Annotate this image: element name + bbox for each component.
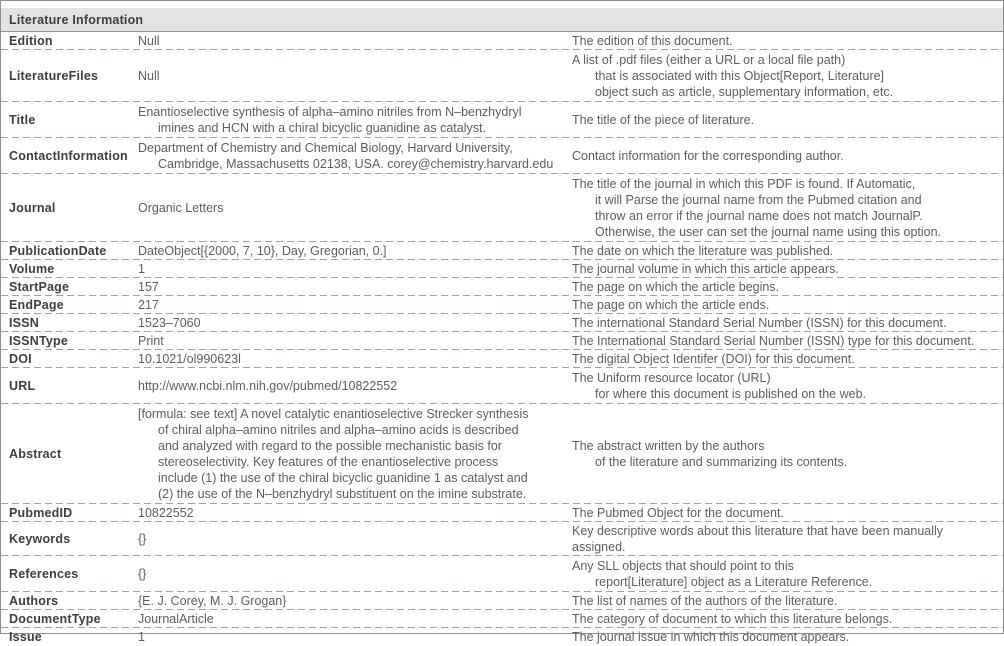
field-name: LiteratureFiles (9, 69, 99, 83)
field-description (572, 593, 999, 609)
field-value-line: 157 (138, 280, 159, 294)
field-name: Keywords (9, 532, 71, 546)
field-description (572, 351, 999, 367)
table-row (1, 368, 1003, 404)
field-value-line: of chiral alpha–amino nitriles and alpha–amino acids is described (158, 423, 519, 437)
table-row (1, 628, 1003, 646)
field-description-line: The title of the piece of literature. (572, 113, 755, 127)
field-description (572, 243, 999, 259)
field-name: Journal (9, 201, 56, 215)
field-value-line: 1 (138, 630, 145, 644)
literature-table-body (1, 32, 1003, 646)
field-description (572, 523, 999, 555)
field-value (138, 505, 572, 521)
field-description-line: Otherwise, the user can set the journal name using this option. (595, 225, 942, 239)
field-value-line: 1523–7060 (138, 316, 201, 330)
field-description (572, 333, 999, 349)
table-row (1, 592, 1003, 610)
field-description-line: The list of names of the authors of the literature. (572, 594, 838, 608)
field-value-line: include (1) the use of the chiral bicyclic guanidine 1 as catalyst and (158, 471, 528, 485)
field-value-line: [formula: see text] A novel catalytic enantioselective Strecker synthesis (138, 407, 529, 421)
field-description (572, 261, 999, 277)
table-row (1, 174, 1003, 242)
field-value-line: stereoselectivity. Key features of the enantioselective process (158, 455, 499, 469)
field-name: PubmedID (9, 506, 73, 520)
field-description (572, 558, 999, 590)
field-name: DOI (9, 352, 32, 366)
top-spacer (1, 1, 1003, 8)
field-description-line: The international Standard Serial Number (ISSN) for this document. (572, 316, 947, 330)
field-value-line: (2) the use of the N–benzhydryl substituent on the imine substrate. (158, 487, 527, 501)
field-value (138, 68, 572, 84)
table-row (1, 404, 1003, 504)
field-value (138, 378, 572, 394)
field-description-line: The page on which the article begins. (572, 280, 780, 294)
field-description-line: The edition of this document. (572, 34, 733, 48)
field-description (572, 505, 999, 521)
field-description (572, 33, 999, 49)
field-name: Abstract (9, 447, 62, 461)
table-row (1, 102, 1003, 138)
field-value-line: and analyzed with regard to the possible mechanistic basis for (158, 439, 502, 453)
panel-header (1, 8, 1003, 32)
field-value (138, 351, 572, 367)
field-value-line: 10.1021/ol990623l (138, 352, 241, 366)
table-row (1, 556, 1003, 592)
field-description-line: The International Standard Serial Number (ISSN) type for this document. (572, 334, 975, 348)
field-value (138, 566, 572, 582)
field-description-line: throw an error if the journal name does not match JournalP. (595, 209, 923, 223)
field-description (572, 315, 999, 331)
field-description-line: The abstract written by the authors (572, 439, 765, 453)
table-row (1, 522, 1003, 556)
table-row (1, 314, 1003, 332)
table-row (1, 332, 1003, 350)
table-row (1, 350, 1003, 368)
field-value (138, 593, 572, 609)
field-value-line: Null (138, 69, 160, 83)
table-row (1, 610, 1003, 628)
field-value-line: {E. J. Corey, M. J. Grogan} (138, 594, 287, 608)
table-row (1, 32, 1003, 50)
field-value (138, 611, 572, 627)
table-row (1, 50, 1003, 102)
field-value-line: imines and HCN with a chiral bicyclic guanidine as catalyst. (158, 121, 486, 135)
field-value-line: {} (138, 567, 147, 581)
field-value (138, 406, 572, 502)
field-description-line: The journal issue in which this document appears. (572, 630, 850, 644)
field-value (138, 531, 572, 547)
field-name: EndPage (9, 298, 64, 312)
field-value (138, 297, 572, 313)
field-value-line: 10822552 (138, 506, 194, 520)
field-value-line: {} (138, 532, 147, 546)
table-row (1, 242, 1003, 260)
field-value (138, 200, 572, 216)
field-value (138, 629, 572, 645)
field-value-line: Enantioselective synthesis of alpha–amino nitriles from N–benzhydryl (138, 105, 522, 119)
table-row (1, 504, 1003, 522)
field-description-line: The page on which the article ends. (572, 298, 770, 312)
table-row (1, 260, 1003, 278)
table-row (1, 278, 1003, 296)
field-name: Edition (9, 34, 53, 48)
field-name: References (9, 567, 79, 581)
field-value (138, 333, 572, 349)
field-value-line: Print (138, 334, 164, 348)
field-description-line: report[Literature] object as a Literature Reference. (595, 575, 873, 589)
field-name: StartPage (9, 280, 70, 294)
field-name: ISSN (9, 316, 39, 330)
field-name: Authors (9, 594, 59, 608)
field-value (138, 261, 572, 277)
field-name: Title (9, 113, 36, 127)
field-value (138, 315, 572, 331)
field-description (572, 112, 999, 128)
field-value (138, 243, 572, 259)
field-description-line: that is associated with this Object[Report, Literature] (595, 69, 885, 83)
field-description-line: of the literature and summarizing its contents. (595, 455, 848, 469)
field-description (572, 370, 999, 402)
field-description-line: object such as article, supplementary information, etc. (595, 85, 894, 99)
field-name: ISSNType (9, 334, 69, 348)
field-description-line: The category of document to which this literature belongs. (572, 612, 893, 626)
field-value-line: Department of Chemistry and Chemical Biology, Harvard University, (138, 141, 513, 155)
field-name: URL (9, 379, 36, 393)
field-value-line: 217 (138, 298, 159, 312)
field-name: PublicationDate (9, 244, 107, 258)
field-description-line: Contact information for the corresponding author. (572, 149, 844, 163)
field-description (572, 611, 999, 627)
field-value (138, 33, 572, 49)
field-description-line: it will Parse the journal name from the Pubmed citation and (595, 193, 922, 207)
field-description (572, 629, 999, 645)
field-description-line: The Pubmed Object for the document. (572, 506, 784, 520)
field-description (572, 176, 999, 240)
field-value (138, 279, 572, 295)
field-description-line: A list of .pdf files (either a URL or a local file path) (572, 53, 846, 67)
panel-title: Literature Information (9, 12, 144, 27)
table-row (1, 296, 1003, 314)
field-description (572, 52, 999, 100)
field-value-line: http://www.ncbi.nlm.nih.gov/pubmed/10822552 (138, 379, 398, 393)
field-value-line: Organic Letters (138, 201, 224, 215)
field-description-line: Any SLL objects that should point to this (572, 559, 794, 573)
field-name: Issue (9, 630, 42, 644)
field-value-line: DateObject[{2000, 7, 10}, Day, Gregorian, 0.] (138, 244, 387, 258)
field-value-line: Cambridge, Massachusetts 02138, USA. corey@chemistry.harvard.edu (158, 157, 554, 171)
field-value (138, 140, 572, 172)
field-description-line: The digital Object Identifer (DOI) for this document. (572, 352, 855, 366)
field-value-line: Null (138, 34, 160, 48)
field-value (138, 104, 572, 136)
field-name: ContactInformation (9, 149, 128, 163)
field-description (572, 148, 999, 164)
field-name: Volume (9, 262, 55, 276)
field-description-line: Key descriptive words about this literature that have been manually assigned. (572, 524, 944, 554)
field-description-line: The date on which the literature was published. (572, 244, 834, 258)
field-description-line: The title of the journal in which this PDF is found. If Automatic, (572, 177, 916, 191)
field-description (572, 297, 999, 313)
field-description-line: The Uniform resource locator (URL) (572, 371, 771, 385)
field-value-line: 1 (138, 262, 145, 276)
field-description (572, 279, 999, 295)
field-value-line: JournalArticle (138, 612, 214, 626)
field-description-line: for where this document is published on the web. (595, 387, 866, 401)
table-row (1, 138, 1003, 174)
field-name: DocumentType (9, 612, 101, 626)
field-description-line: The journal volume in which this article appears. (572, 262, 839, 276)
field-description (572, 438, 999, 470)
